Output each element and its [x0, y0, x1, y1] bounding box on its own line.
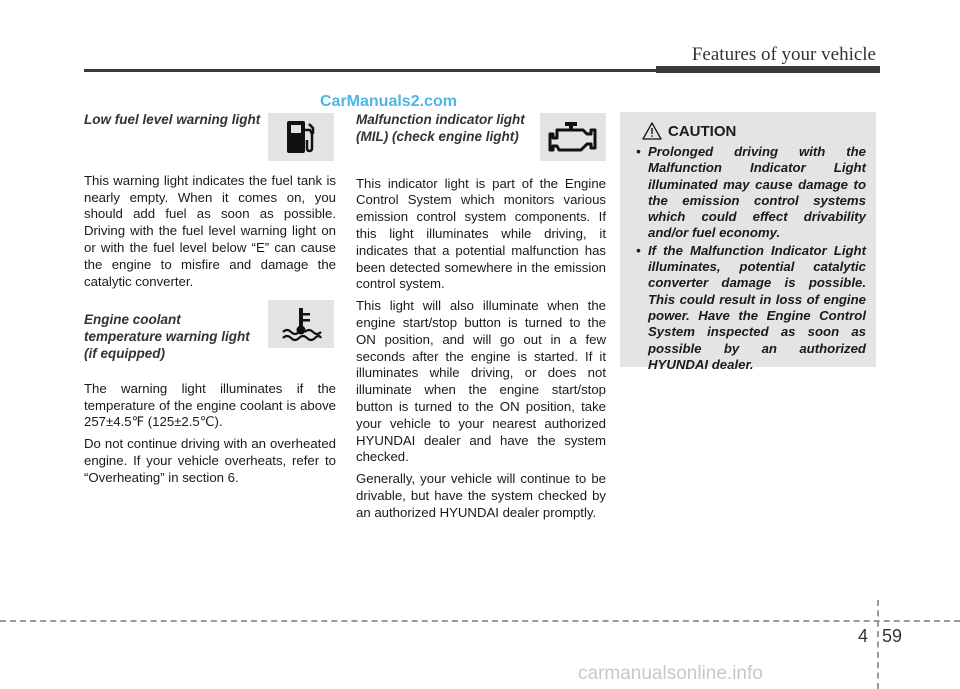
caution-title: CAUTION [668, 122, 737, 140]
mil-body-1: This indicator light is part of the Engine Control System which monitors various emission control system components. If this light illuminates while driving, it indicates that a potential malfunction has been detected somewhere in the emission control system. [356, 175, 606, 292]
column-middle [356, 112, 606, 527]
coolant-icon-box [268, 300, 334, 348]
site-watermark: carmanualsonline.info [578, 663, 763, 684]
fuel-warning-heading: Low fuel level warning light [84, 112, 261, 127]
fuel-icon-box [268, 113, 334, 161]
coolant-body-2: Do not continue driving with an overheated engine. If your vehicle overheats, refer to “Overheating” in section 6. [84, 436, 336, 485]
caution-item-text: If the Malfunction Indicator Light illuminates, potential catalytic converter damage is possible. This could result in loss of engine power. Have the Engine Control System inspected as soon as possible by an authorized HYUNDAI dealer. [648, 242, 866, 372]
coolant-temperature-icon [279, 305, 323, 343]
bullet: • [636, 144, 641, 159]
coolant-body-1: The warning light illuminates if the temperature of the engine coolant is above 257±4.5℉ (125±2.5℃). [84, 380, 336, 430]
caution-list [630, 144, 866, 373]
page-number: 59 [882, 626, 903, 646]
warning-triangle-icon [642, 122, 662, 140]
fuel-warning-body: This warning light indicates the fuel tank is nearly empty. When it comes on, you should add fuel as soon as possible. Driving with the fuel level warning light on or with the fuel level below “E” can cause the engine to misfire and damage the catalytic converter. [84, 172, 336, 289]
mil-icon-box [540, 113, 606, 161]
caution-box [620, 112, 876, 372]
footer-rule [0, 620, 960, 622]
mil-body-2: This light will also illuminate when the engine start/stop button is turned to the ON position, and will go out in a few seconds after the engine is started. If it illuminates while driving, or does not illuminate when the engine start/stop button is turned to the ON position, take your vehicle to your nearest authorized HYUNDAI dealer and have the system checked. [356, 298, 606, 465]
coolant-heading-line2: temperature warning light [84, 329, 250, 345]
coolant-heading-line3: (if equipped) [84, 345, 165, 361]
page-header-title: Features of your vehicle [691, 44, 876, 65]
coolant-heading-line1: Engine coolant [84, 312, 181, 328]
caution-item [630, 144, 866, 242]
caution-header [642, 122, 866, 140]
header-rule-accent [656, 66, 880, 73]
mil-heading-line2: (MIL) (check engine light) [356, 128, 519, 144]
caution-item-text: Prolonged driving with the Malfunction Indicator Light illuminated may cause damage to the emission control systems which could effect drivability and/or fuel economy. [648, 144, 866, 241]
fuel-pump-icon [284, 118, 318, 156]
mil-body-3: Generally, your vehicle will continue to be drivable, but have the system checked by an authorized HYUNDAI dealer promptly. [356, 471, 606, 520]
bullet: • [636, 242, 641, 258]
caution-item [630, 243, 866, 373]
page-separator [877, 600, 879, 689]
watermark: CarManuals2.com [320, 93, 457, 110]
mil-heading-line1: Malfunction indicator light [356, 112, 525, 127]
check-engine-icon [547, 120, 599, 154]
chapter-number: 4 [858, 626, 869, 646]
